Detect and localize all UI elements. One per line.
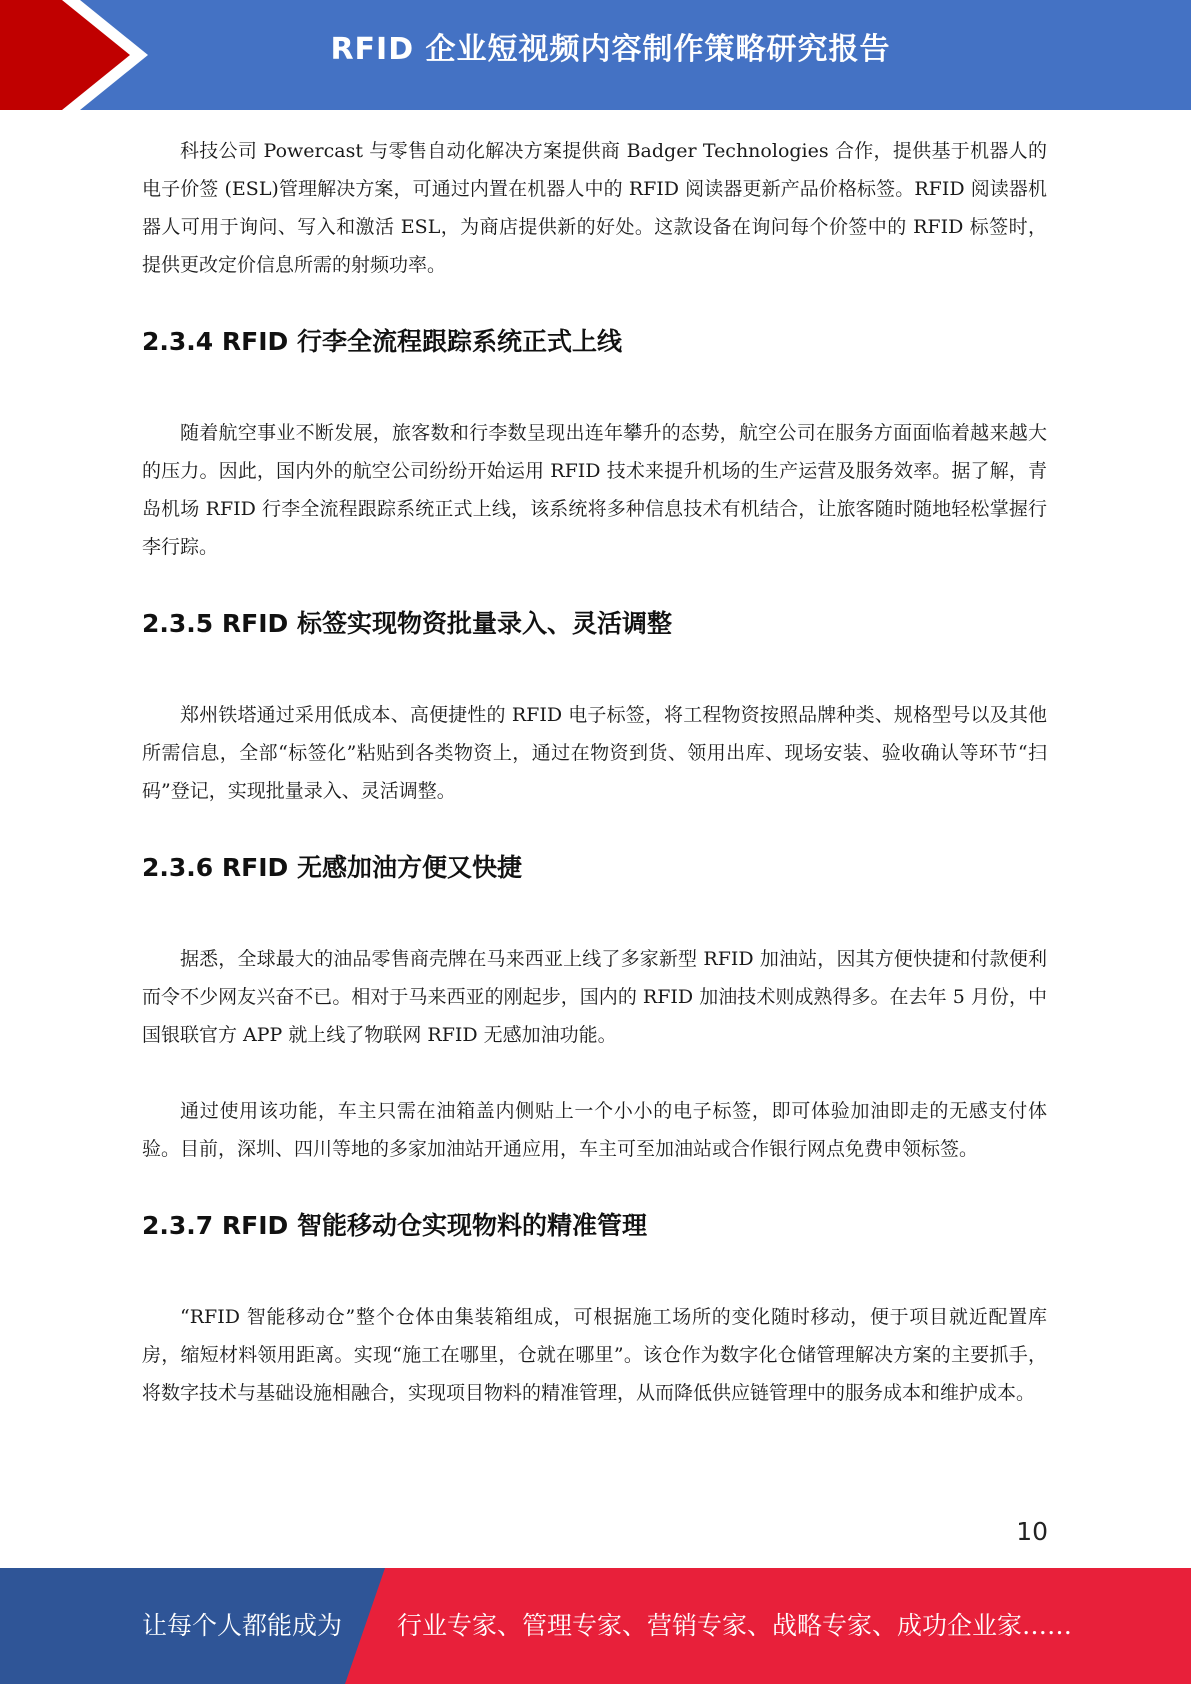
footer-slogan-left: 让每个人都能成为 — [142, 1611, 343, 1640]
paragraph: 随着航空事业不断发展，旅客数和行李数呈现出连年攀升的态势，航空公司在服务方面面临着越来越大的压力。因此，国内外的航空公司纷纷开始运用 RFID 技术来提升机场的生产运营及服务效率。据了解，青岛机场 RFID 行李全流程跟踪系统正式上线，该系统将多种信息技术有机结合，让旅客随时随地轻松掌握行李行踪。 — [142, 422, 1047, 558]
header-title: RFID 企业短视频内容制作策略研究报告 — [330, 32, 891, 67]
paragraph: 据悉，全球最大的油品零售商壳牌在马来西亚上线了多家新型 RFID 加油站，因其方便快捷和付款便利而令不少网友兴奋不已。相对于马来西亚的刚起步，国内的 RFID 加油技术则成熟得多。在去年 5 月份，中国银联官方 APP 就上线了物联网 RFID 无感加油功能。 — [142, 948, 1047, 1046]
paragraph: “RFID 智能移动仓”整个仓体由集装箱组成，可根据施工场所的变化随时移动，便于项目就近配置库房，缩短材料领用距离。实现“施工在哪里，仓就在哪里”。该仓作为数字化仓储管理解决方案的主要抓手，将数字技术与基础设施相融合，实现项目物料的精准管理，从而降低供应链管理中的服务成本和维护成本。 — [142, 1306, 1047, 1404]
section-heading: 2.3.5 RFID 标签实现物资批量录入、灵活调整 — [142, 609, 672, 638]
paragraph: 通过使用该功能，车主只需在油箱盖内侧贴上一个小小的电子标签，即可体验加油即走的无感支付体验。目前，深圳、四川等地的多家加油站开通应用，车主可至加油站或合作银行网点免费申领标签。 — [142, 1100, 1047, 1160]
footer-slogan-right: 行业专家、管理专家、营销专家、战略专家、成功企业家…… — [397, 1611, 1073, 1640]
page-number: 10 — [1016, 1517, 1048, 1546]
section-heading: 2.3.4 RFID 行李全流程跟踪系统正式上线 — [142, 327, 622, 356]
paragraph: 郑州铁塔通过采用低成本、高便捷性的 RFID 电子标签，将工程物资按照品牌种类、规格型号以及其他所需信息，全部“标签化”粘贴到各类物资上，通过在物资到货、领用出库、现场安装、验收确认等环节“扫码”登记，实现批量录入、灵活调整。 — [142, 704, 1047, 802]
page-footer — [0, 1568, 1191, 1684]
document-body — [142, 132, 1047, 1412]
page-header — [0, 0, 1191, 110]
paragraph: 科技公司 Powercast 与零售自动化解决方案提供商 Badger Technologies 合作，提供基于机器人的电子价签 (ESL)管理解决方案，可通过内置在机器人中的 RFID 阅读器更新产品价格标签。RFID 阅读器机器人可用于询问、写入和激活 ESL，为商店提供新的好处。这款设备在询问每个价签中的 RFID 标签时，提供更改定价信息所需的射频功率。 — [142, 140, 1047, 276]
section-heading: 2.3.7 RFID 智能移动仓实现物料的精准管理 — [142, 1211, 647, 1240]
section-heading: 2.3.6 RFID 无感加油方便又快捷 — [142, 853, 522, 882]
